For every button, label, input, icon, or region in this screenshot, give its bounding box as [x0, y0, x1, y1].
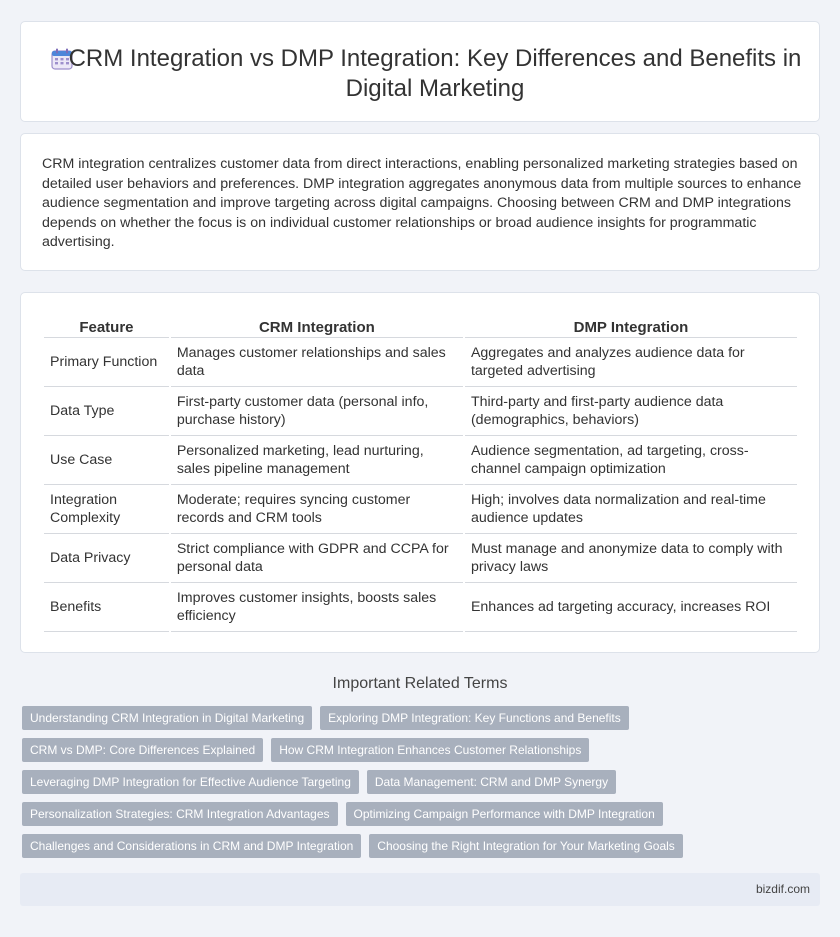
page-title: CRM Integration vs DMP Integration: Key Differences and Benefits in Digital Marketing — [68, 45, 802, 102]
dmp-cell: Must manage and anonymize data to comply with privacy laws — [465, 534, 797, 583]
related-term-link[interactable]: Data Management: CRM and DMP Synergy — [367, 770, 616, 794]
intro-paragraph: CRM integration centralizes customer data from direct interactions, enabling personalized marketing strategies based on detailed user behaviors and preferences. DMP integration aggregates anonymous data from multiple sources to enhance audience segmentation and improve targeting across digital campaigns. Choosing between CRM and DMP integrations depends on whether the focus is on individual customer relationships or broad audience insights for programmatic advertising. — [42, 156, 802, 250]
dmp-cell: Third-party and first-party audience data (demographics, behaviors) — [465, 387, 797, 436]
table-row — [44, 485, 797, 534]
comparison-card — [20, 292, 820, 653]
feature-cell: Use Case — [44, 436, 169, 485]
dmp-cell: Audience segmentation, ad targeting, cross-channel campaign optimization — [465, 436, 797, 485]
tag-row — [22, 706, 812, 730]
related-term-link[interactable]: Leveraging DMP Integration for Effective Audience Targeting — [22, 770, 359, 794]
crm-cell: First-party customer data (personal info, purchase history) — [171, 387, 463, 436]
column-header-dmp: DMP Integration — [465, 316, 797, 338]
related-term-link[interactable]: Challenges and Considerations in CRM and DMP Integration — [22, 834, 361, 858]
feature-cell: Data Type — [44, 387, 169, 436]
related-term-link[interactable]: Optimizing Campaign Performance with DMP Integration — [346, 802, 663, 826]
feature-cell: Integration Complexity — [44, 485, 169, 534]
table-row — [44, 436, 797, 485]
related-term-link[interactable]: CRM vs DMP: Core Differences Explained — [22, 738, 263, 762]
table-row — [44, 338, 797, 387]
site-link[interactable]: bizdif.com — [755, 882, 810, 896]
feature-cell: Data Privacy — [44, 534, 169, 583]
related-term-link[interactable]: Personalization Strategies: CRM Integration Advantages — [22, 802, 338, 826]
tag-row — [22, 738, 812, 762]
crm-cell: Manages customer relationships and sales data — [171, 338, 463, 387]
crm-cell: Personalized marketing, lead nurturing, sales pipeline management — [171, 436, 463, 485]
dmp-cell: Enhances ad targeting accuracy, increases ROI — [465, 583, 797, 632]
crm-cell: Moderate; requires syncing customer records and CRM tools — [171, 485, 463, 534]
comparison-table — [42, 316, 799, 632]
tag-row — [22, 802, 812, 826]
tag-row — [22, 834, 812, 858]
footer — [20, 873, 820, 906]
dmp-cell: Aggregates and analyzes audience data for targeted advertising — [465, 338, 797, 387]
crm-cell: Strict compliance with GDPR and CCPA for personal data — [171, 534, 463, 583]
table-row — [44, 387, 797, 436]
table-row — [44, 583, 797, 632]
tag-row — [22, 770, 812, 794]
table-header-row — [44, 316, 797, 338]
crm-cell: Improves customer insights, boosts sales efficiency — [171, 583, 463, 632]
column-header-feature: Feature — [44, 316, 169, 338]
related-terms-title: Important Related Terms — [332, 675, 508, 692]
feature-cell: Benefits — [44, 583, 169, 632]
related-term-link[interactable]: Exploring DMP Integration: Key Functions and Benefits — [320, 706, 629, 730]
intro-card — [20, 133, 820, 271]
related-terms-list — [22, 706, 812, 866]
related-term-link[interactable]: How CRM Integration Enhances Customer Relationships — [271, 738, 589, 762]
feature-cell: Primary Function — [44, 338, 169, 387]
dmp-cell: High; involves data normalization and real-time audience updates — [465, 485, 797, 534]
related-term-link[interactable]: Understanding CRM Integration in Digital Marketing — [22, 706, 312, 730]
related-term-link[interactable]: Choosing the Right Integration for Your Marketing Goals — [369, 834, 683, 858]
column-header-crm: CRM Integration — [171, 316, 463, 338]
title-card — [20, 21, 820, 122]
table-row — [44, 534, 797, 583]
